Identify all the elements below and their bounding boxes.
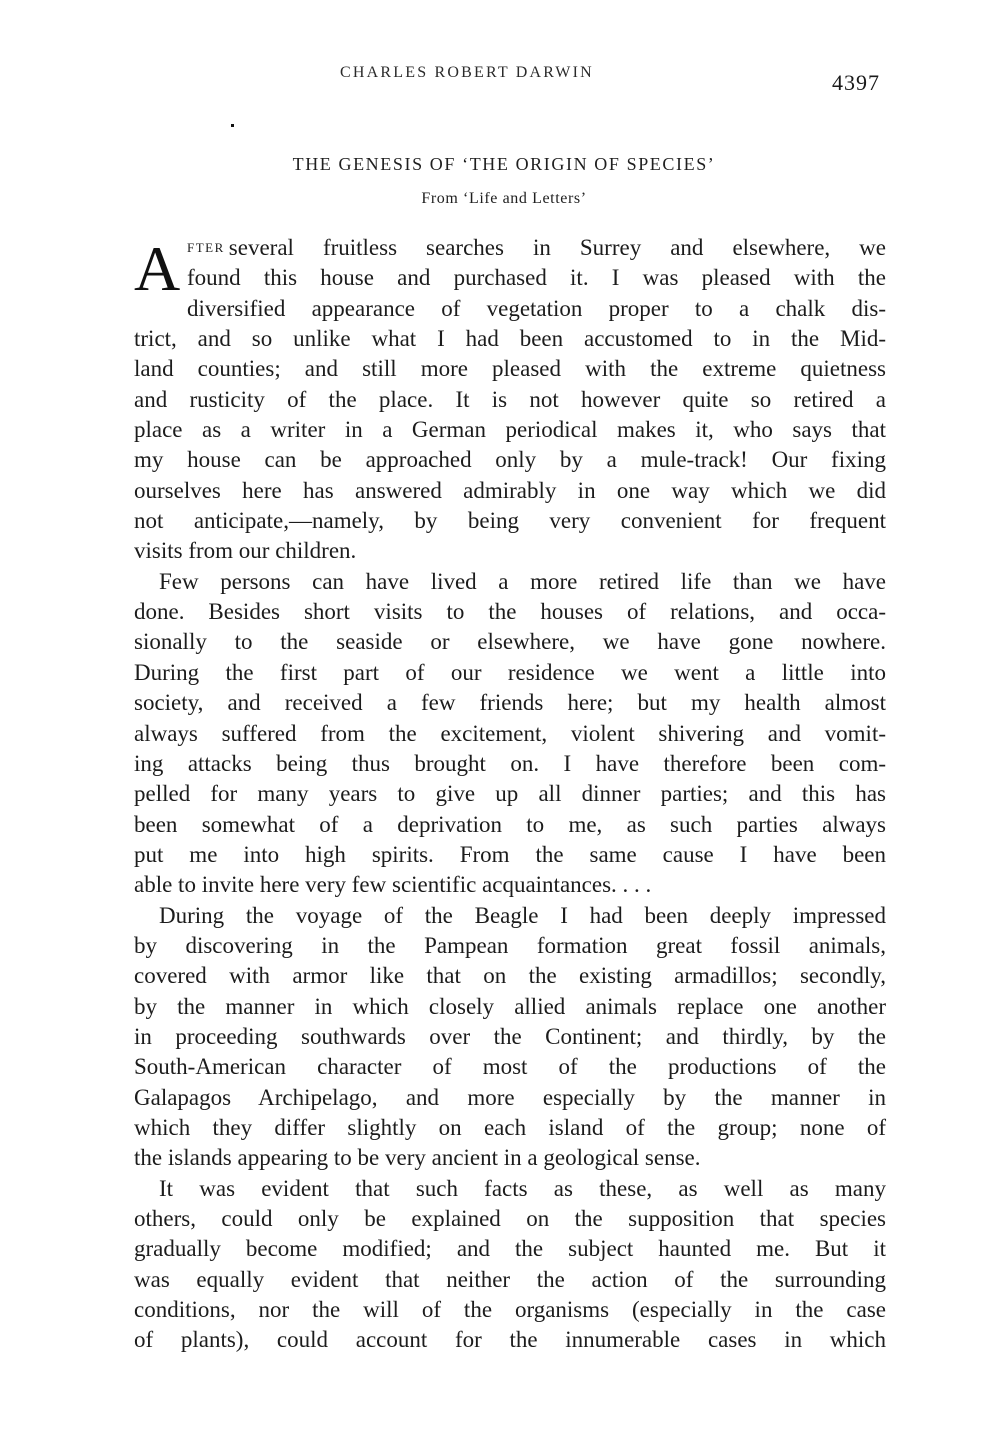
text-line: Few persons can have lived a more retired life than we have — [159, 568, 886, 594]
text-line: visits from our children. — [134, 538, 357, 564]
text-line: able to invite here very few scientific acquaintances. . . . — [134, 872, 652, 898]
chapter-title: THE GENESIS OF ‘THE ORIGIN OF SPECIES’ — [292, 154, 716, 174]
text-line: others, could only be explained on the supposition that species — [134, 1206, 886, 1231]
text-line: been somewhat of a deprivation to me, as such parties always — [134, 811, 886, 837]
text-line: society, and received a few friends here; but my health almost — [134, 690, 886, 716]
text-line: the islands appearing to be very ancient in a geological sense. — [134, 1145, 701, 1171]
paragraph-1 — [134, 233, 886, 567]
text-line: not anticipate,—namely, by being very convenient for frequent — [134, 508, 886, 534]
text-line: pelled for many years to give up all dinner parties; and this has — [134, 781, 886, 807]
running-head — [0, 64, 1000, 94]
text-line: ing attacks being thus brought on. I have therefore been com- — [134, 750, 886, 776]
text-line: of plants), could account for the innumerable cases in which — [134, 1327, 886, 1353]
text-line: FTER several fruitless searches in Surrey and elsewhere, we — [187, 235, 886, 260]
text-line: covered with armor like that on the existing armadillos; secondly, — [134, 963, 886, 989]
text-line: done. Besides short visits to the houses of relations, and occa- — [134, 599, 886, 625]
text-line: conditions, nor the will of the organisms (especially in the case — [134, 1297, 886, 1323]
print-speck — [231, 124, 234, 127]
page-number: 4397 — [832, 70, 880, 95]
text-line: put me into high spirits. From the same cause I have been — [134, 841, 886, 867]
paragraph-4 — [134, 1174, 886, 1356]
text-line: by the manner in which closely allied animals replace one another — [134, 993, 886, 1019]
text-line: During the first part of our residence we went a little into — [134, 659, 886, 685]
text-line: was equally evident that neither the action of the surrounding — [134, 1266, 886, 1292]
text-line: South-American character of most of the productions of the — [134, 1054, 886, 1080]
text-line: and rusticity of the place. It is not however quite so retired a — [134, 386, 886, 412]
text-line: found this house and purchased it. I was pleased with the — [187, 265, 886, 291]
text-line: in proceeding southwards over the Continent; and thirdly, by the — [134, 1023, 886, 1049]
text-line: Galapagos Archipelago, and more especially by the manner in — [134, 1084, 886, 1110]
text-line: trict, and so unlike what I had been accustomed to in the Mid- — [134, 326, 886, 352]
body-text — [134, 233, 886, 1356]
text-line: During the voyage of the Beagle I had been deeply impressed — [159, 902, 886, 928]
text-line: my house can be approached only by a mule-track! Our fixing — [134, 447, 886, 473]
text-line: by discovering in the Pampean formation great fossil animals, — [134, 932, 886, 958]
text-line: sionally to the seaside or elsewhere, we have gone nowhere. — [134, 629, 886, 655]
text-line: It was evident that such facts as these, as well as many — [159, 1175, 886, 1201]
text-line: ourselves here has answered admirably in one way which we did — [134, 477, 886, 503]
text-line: diversified appearance of vegetation proper to a chalk dis- — [187, 295, 886, 321]
paragraph-2 — [134, 567, 886, 901]
chapter-subtitle: From ‘Life and Letters’ — [421, 190, 587, 207]
text-line: always suffered from the excitement, violent shivering and vomit- — [134, 720, 886, 746]
text-line: gradually become modified; and the subject haunted me. But it — [134, 1236, 886, 1262]
drop-cap: A — [134, 233, 181, 304]
running-title: CHARLES ROBERT DARWIN — [340, 64, 594, 81]
first-word-smallcaps: FTER — [187, 240, 225, 255]
text-line: which they differ slightly on each island of the group; none of — [134, 1114, 886, 1140]
paragraph-3 — [134, 901, 886, 1174]
text-line: place as a writer in a German periodical makes it, who says that — [134, 417, 886, 443]
text-line: land counties; and still more pleased with the extreme quietness — [134, 356, 886, 382]
